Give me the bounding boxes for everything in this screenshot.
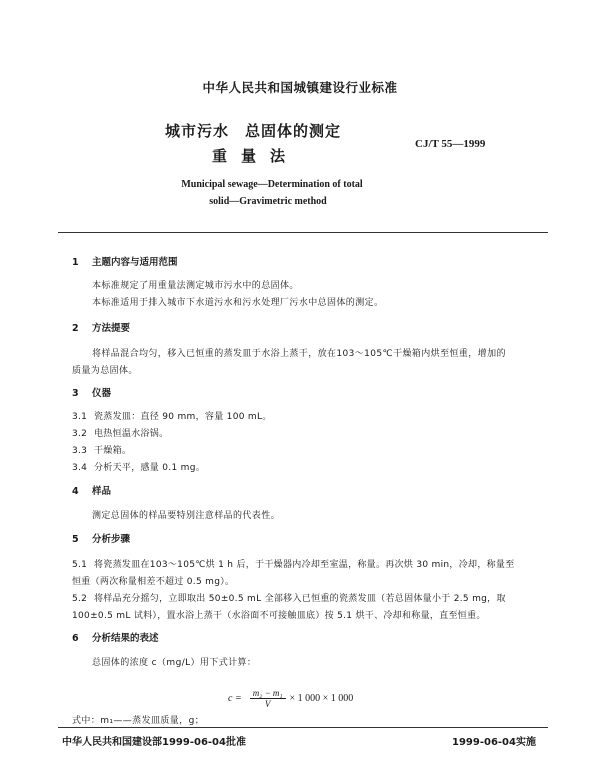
title-chinese-line1 — [165, 120, 341, 141]
list-item — [72, 409, 272, 422]
section-number: 5 — [72, 534, 79, 545]
list-item — [72, 460, 205, 473]
section-1-heading — [72, 254, 178, 268]
section-number: 6 — [72, 633, 79, 644]
item-text: 干燥箱。 — [94, 446, 132, 456]
formula-lhs: c = — [228, 693, 242, 704]
formula-fraction — [250, 688, 286, 709]
item-text: 电热恒温水浴锅。 — [94, 429, 169, 439]
section-2-line-1: 将样品混合均匀，移入已恒重的蒸发皿于水浴上蒸干，放在103～105℃干燥箱内烘至恒重，增加的 — [92, 349, 506, 359]
title-chinese-line2: 重量法 — [212, 147, 300, 165]
section-title: 方法提要 — [92, 323, 131, 334]
list-item — [72, 443, 131, 456]
formula-rhs: × 1 000 × 1 000 — [289, 693, 354, 704]
section-number: 4 — [72, 486, 79, 497]
standard-body-heading: 中华人民共和国城镇建设行业标准 — [202, 80, 398, 95]
step-5-1-line-1 — [72, 557, 515, 570]
item-number: 3.2 — [72, 429, 88, 439]
section-6-intro: 总固体的浓度 c（mg/L）用下式计算： — [92, 658, 257, 668]
section-1-paragraph-1: 本标准规定了用重量法测定城市污水中的总固体。 — [92, 281, 299, 291]
section-1-paragraph-2: 本标准适用于排入城市下水道污水和污水处理厂污水中总固体的测定。 — [92, 298, 384, 308]
section-4-heading — [72, 483, 111, 497]
section-title: 主题内容与适用范围 — [92, 257, 178, 268]
bottom-divider — [58, 727, 548, 728]
section-title: 分析步骤 — [92, 534, 131, 545]
item-number: 5.1 — [72, 560, 88, 570]
formula-numerator: m₂ − m₁ — [250, 688, 286, 699]
list-item — [72, 426, 168, 439]
item-number: 3.1 — [72, 412, 88, 422]
section-number: 2 — [72, 323, 79, 334]
step-5-1-line-2: 恒重（两次称量相差不超过 0.5 mg）。 — [72, 577, 235, 587]
section-5-heading — [72, 531, 130, 545]
section-2-line-2: 质量为总固体。 — [72, 366, 138, 376]
section-4-paragraph: 测定总固体的样品要特别注意样品的代表性。 — [92, 511, 281, 521]
formula-where-line: 式中：m₁——蒸发皿质量，g； — [72, 716, 205, 726]
section-number: 3 — [72, 388, 79, 399]
item-text: 将瓷蒸发皿在103～105℃烘 1 h 后，于干燥器内冷却至室温，称量。再次烘 30 min，冷却，称量至 — [94, 560, 515, 570]
implementation-date: 1999-06-04实施 — [452, 737, 536, 748]
step-5-2-line-1 — [72, 591, 506, 604]
item-text: 将样品充分摇匀，立即取出 50±0.5 mL 全部移入已恒重的瓷蒸发皿（若总固体量小于 2.5 mg，取 — [94, 594, 506, 604]
section-title: 仪器 — [92, 388, 112, 399]
concentration-formula — [228, 688, 353, 709]
title-part-1: 城市污水 — [165, 122, 230, 140]
title-english-line2: solid—Gravimetric method — [209, 196, 327, 207]
section-title: 样品 — [92, 486, 112, 497]
formula-denominator: V — [264, 699, 271, 709]
item-number: 3.3 — [72, 446, 88, 456]
item-number: 3.4 — [72, 463, 88, 473]
top-divider — [58, 232, 548, 233]
section-2-heading — [72, 320, 130, 334]
item-text: 分析天平，感量 0.1 mg。 — [94, 463, 206, 473]
section-3-heading — [72, 385, 111, 399]
section-title: 分析结果的表述 — [92, 633, 159, 644]
item-text: 瓷蒸发皿：直径 90 mm，容量 100 mL。 — [94, 412, 272, 422]
section-number: 1 — [72, 257, 79, 268]
standard-code: CJ/T 55—1999 — [415, 138, 486, 150]
step-5-2-line-2: 100±0.5 mL 试料），置水浴上蒸干（水浴面不可接触皿底）按 5.1 烘干、冷却和称量，直至恒重。 — [72, 611, 486, 621]
title-part-2: 总固体的测定 — [245, 122, 342, 140]
approval-note: 中华人民共和国建设部1999-06-04批准 — [62, 737, 246, 748]
title-english-line1: Municipal sewage—Determination of total — [181, 179, 363, 190]
section-6-heading — [72, 630, 159, 644]
item-number: 5.2 — [72, 594, 88, 604]
